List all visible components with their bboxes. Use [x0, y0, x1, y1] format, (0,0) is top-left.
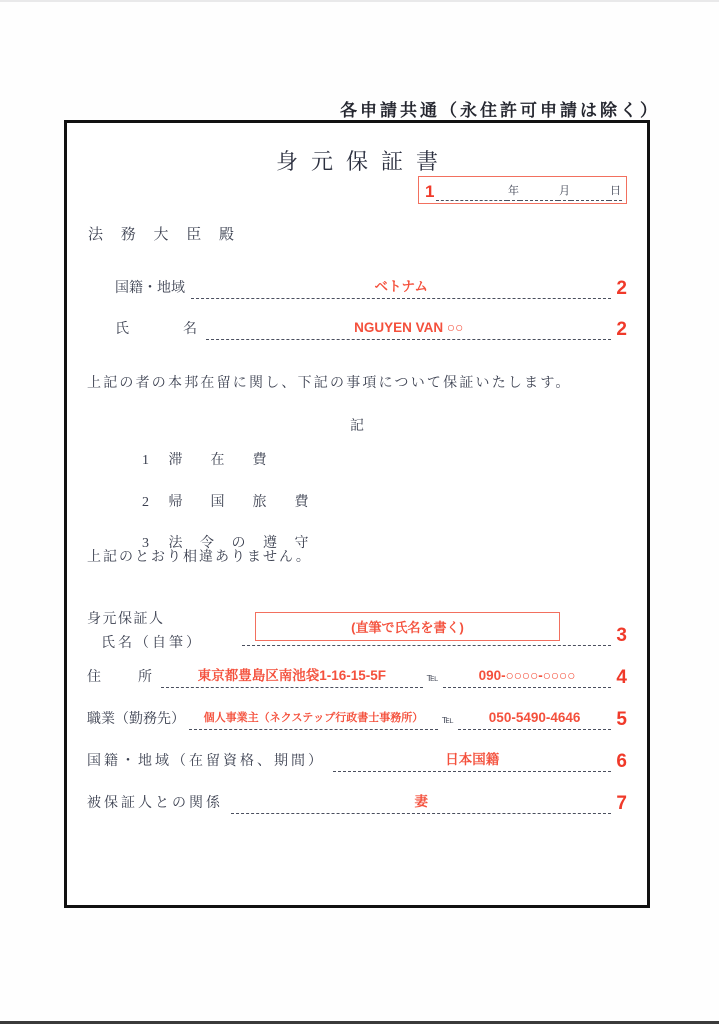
- guarantor-address-tel-value: 090-○○○○-○○○○: [478, 668, 576, 684]
- form-frame: [64, 120, 650, 908]
- applicant-nationality-value: ベトナム: [374, 279, 428, 295]
- guarantor-signature-input[interactable]: [242, 625, 611, 646]
- list-item-text: 法 令 の 遵 守: [168, 536, 316, 551]
- guarantor-relation-value: 妻: [414, 794, 428, 810]
- date-day-blank[interactable]: [571, 183, 609, 201]
- guarantor-relation-label: 被保証人との関係: [87, 796, 223, 811]
- applicant-nationality-marker: 2: [616, 278, 627, 299]
- date-year-unit: 年: [507, 183, 520, 201]
- page-title: 身元保証書: [275, 149, 451, 174]
- date-day-unit: 日: [609, 183, 622, 201]
- list-item: [142, 491, 316, 511]
- applicant-name-label: 氏 名: [115, 322, 200, 337]
- guarantor-occupation-input[interactable]: [189, 709, 438, 730]
- guarantor-address-tel-input[interactable]: [443, 667, 612, 688]
- applicant-nationality-label: 国籍・地域: [115, 281, 185, 296]
- form-content: [67, 123, 647, 905]
- applicant-nationality-row: [115, 278, 627, 299]
- applicant-name-marker: 2: [616, 319, 627, 340]
- guarantor-relation-input[interactable]: [231, 793, 611, 814]
- guarantee-statement: 上記の者の本邦在留に関し、下記の事項について保証いたします。: [87, 376, 572, 391]
- guarantor-nationality-marker: 6: [616, 751, 627, 772]
- guarantor-nationality-row: [87, 751, 627, 772]
- guarantor-occupation-label: 職業（勤務先）: [87, 712, 185, 727]
- guarantor-address-label: 住 所: [87, 670, 155, 685]
- guarantor-address-input[interactable]: [161, 667, 423, 688]
- date-month-blank[interactable]: [520, 183, 558, 201]
- handwrite-note-text: (直筆で氏名を書く): [351, 620, 464, 635]
- document-header-note: 各申請共通（永住許可申請は除く）: [340, 101, 660, 120]
- applicant-nationality-input[interactable]: [191, 278, 611, 299]
- guarantor-address-marker: 4: [616, 667, 627, 688]
- guarantor-occupation-tel-value: 050-5490-4646: [488, 710, 581, 726]
- guarantor-nationality-input[interactable]: [333, 751, 611, 772]
- guarantor-nationality-value: 日本国籍: [445, 752, 500, 768]
- guarantor-signature-row: [242, 625, 627, 646]
- applicant-name-input[interactable]: [206, 319, 611, 340]
- date-year-blank[interactable]: [436, 183, 507, 201]
- list-item: [142, 449, 274, 469]
- guarantor-nationality-label: 国籍・地域（在留資格、期間）: [87, 754, 325, 769]
- guarantor-heading-line1: 身元保証人: [87, 612, 165, 627]
- telephone-icon: ℡: [441, 714, 454, 726]
- list-item-number: 1: [142, 453, 150, 468]
- guarantor-relation-row: [87, 793, 627, 814]
- guarantor-occupation-tel-input[interactable]: [458, 709, 612, 730]
- addressee-line: 法 務 大 臣 殿: [88, 227, 242, 243]
- list-item-text: 帰 国 旅 費: [168, 495, 316, 510]
- guarantor-occupation-value: 個人事業主（ネクステップ行政書士事務所）: [203, 711, 424, 724]
- guarantor-relation-marker: 7: [616, 793, 627, 814]
- guarantor-occupation-marker: 5: [616, 709, 627, 730]
- list-item-number: 2: [142, 495, 150, 510]
- guarantor-signature-marker: 3: [616, 625, 627, 646]
- date-marker: 1: [425, 182, 435, 201]
- date-field-box[interactable]: [418, 176, 627, 204]
- guarantor-signature-label: 氏名（自筆）: [101, 636, 203, 651]
- guarantor-address-value: 東京都豊島区南池袋1-16-15-5F: [197, 668, 386, 684]
- telephone-icon: ℡: [426, 672, 439, 684]
- guarantor-address-row: [87, 667, 627, 688]
- closing-statement: 上記のとおり相違ありません。: [87, 550, 312, 565]
- applicant-name-value: NGUYEN VAN ○○: [354, 320, 464, 336]
- list-item-text: 滞 在 費: [168, 453, 274, 468]
- guarantor-heading: [87, 608, 203, 652]
- guarantor-occupation-row: [87, 709, 627, 730]
- list-item-number: 3: [142, 536, 150, 551]
- date-month-unit: 月: [558, 183, 571, 201]
- ki-mark: 記: [350, 419, 364, 434]
- applicant-name-row: [115, 319, 627, 340]
- page-top-edge: [0, 0, 719, 2]
